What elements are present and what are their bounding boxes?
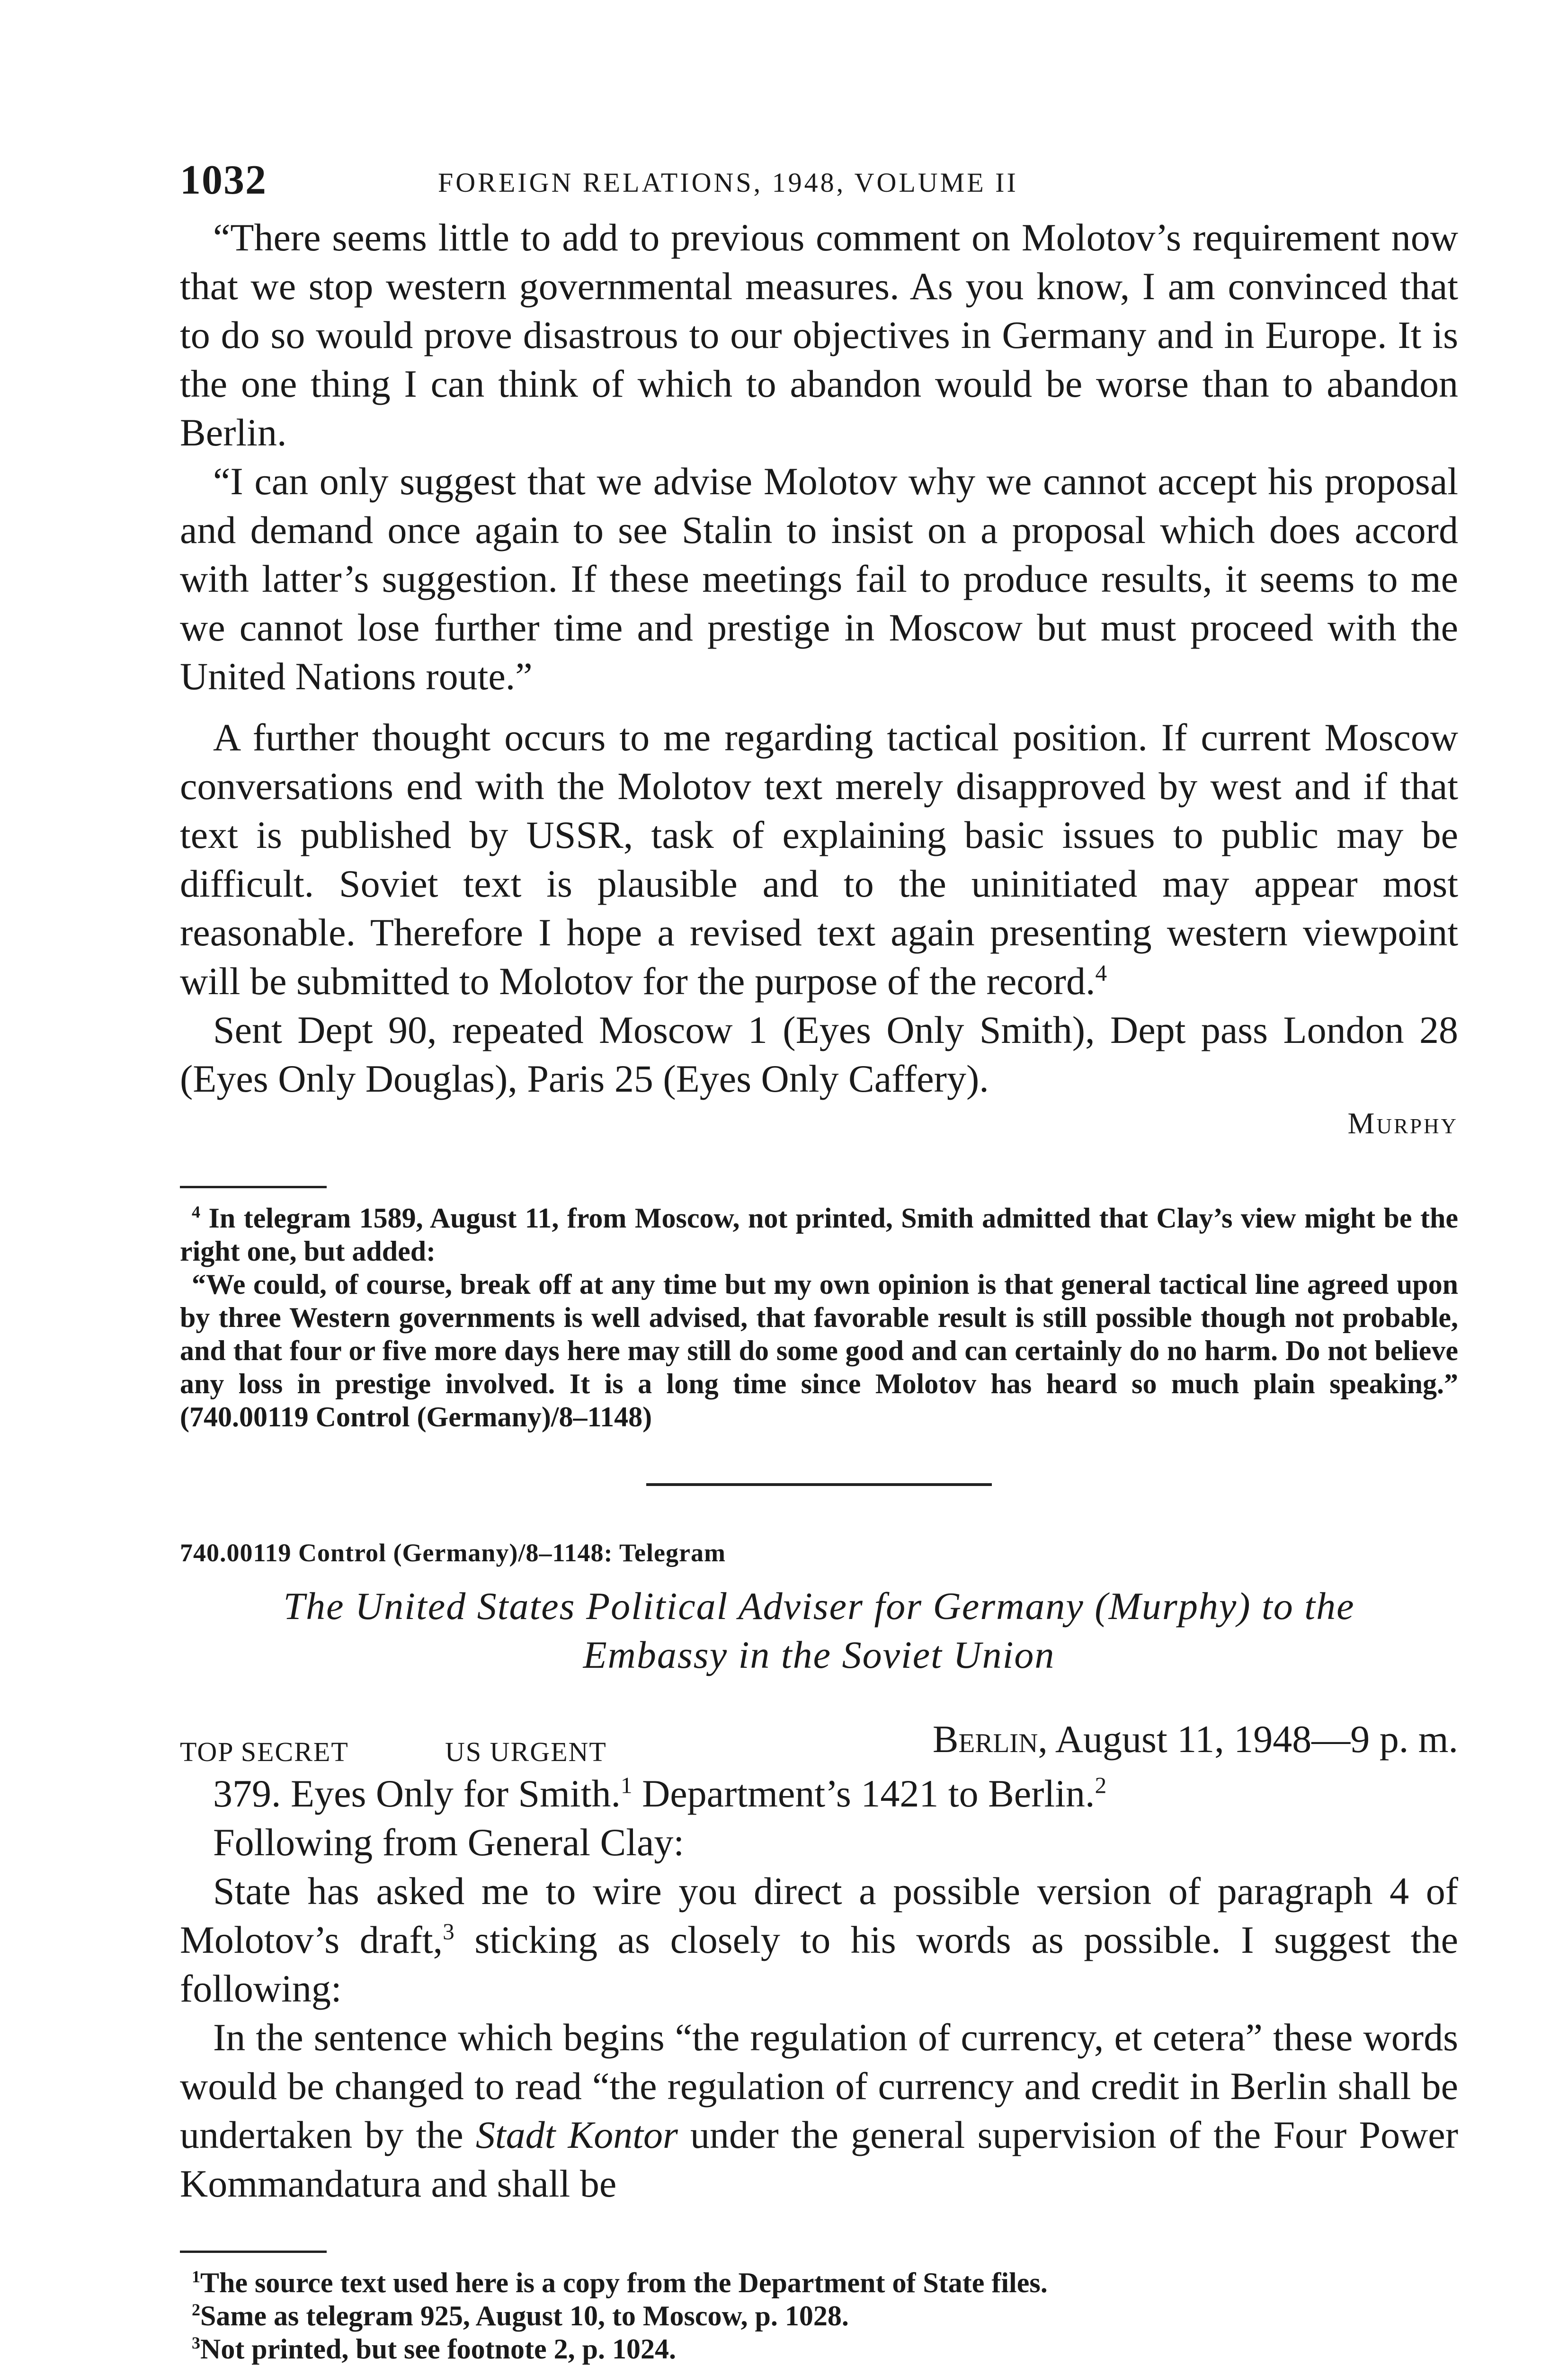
footnote-rule (180, 1186, 327, 1188)
footnote-ref-3: 3 (443, 1918, 454, 1945)
doc2-p3-text-b: sticking as closely to his words as possible. I suggest the following: (180, 1918, 1458, 2010)
footnote-4-marker: 4 (192, 1202, 200, 1221)
precedence: US URGENT (445, 1736, 607, 1767)
footnote-ref-2: 2 (1095, 1772, 1107, 1798)
file-reference: 740.00119 Control (Germany)/8–1148: Telegram (180, 1539, 726, 1567)
doc1-paragraph-4: Sent Dept 90, repeated Moscow 1 (Eyes Only Smith), Dept pass London 28 (Eyes Only Douglas), Paris 25 (Eyes Only Caffery). (180, 1008, 1458, 1100)
document-title-line-1: The United States Political Adviser for Germany (Murphy) to the (283, 1584, 1355, 1628)
doc2-p4-text-b: under the general supervision of the Four Power Kommandatura and shall be (180, 2113, 1459, 2205)
footnote-2-marker: 2 (192, 2300, 200, 2319)
doc2-p1-text-b: Department’s 1421 to Berlin. (632, 1772, 1095, 1815)
footnote-3-text: Not printed, but see footnote 2, p. 1024. (200, 2333, 676, 2365)
place-date (933, 1717, 1458, 1762)
doc2-paragraph-4 (180, 2013, 1458, 2208)
doc1-paragraph-2: “I can only suggest that we advise Molotov why we cannot accept his proposal and demand once again to see Stalin to insist on a proposal which does accord with latter’s suggestion. If these meetings fail to produce results, it seems to me we cannot lose further time and prestige in Moscow but must proceed with the United Nations route.” (180, 460, 1458, 698)
doc1-paragraph-3 (180, 713, 1458, 1006)
place: Berlin (932, 1717, 1038, 1761)
bottom-footnote-rule (180, 2251, 327, 2253)
footnote-2 (180, 2299, 1458, 2332)
section-divider (646, 1483, 992, 1486)
document-title-line-2: Embassy in the Soviet Union (583, 1633, 1055, 1676)
doc2-p4-text-a: In the sentence which begins “the regulation of currency, et cetera” these words would be changed to read “the regulation of currency and credit in Berlin shall be undertaken by the (180, 2016, 1458, 2156)
signature: Murphy (1347, 1106, 1458, 1140)
doc1-paragraph-1: “There seems little to add to previous comment on Molotov’s requirement now that we stop western governmental measures. As you know, I am convinced that to do so would prove disastrous to our objectives in Germany and in Europe. It is the one thing I can think of which to abandon would be worse than to abandon Berlin. (180, 216, 1458, 454)
footnote-ref-4: 4 (1095, 960, 1107, 986)
footnote-3 (180, 2332, 1458, 2366)
stadt-kontor: Stadt Kontor (475, 2113, 678, 2156)
doc2-p1-text-a: 379. Eyes Only for Smith. (213, 1772, 621, 1815)
footnote-4-text: In telegram 1589, August 11, from Moscow, not printed, Smith admitted that Clay’s view might be the right one, but added: (180, 1202, 1459, 1267)
footnote-1-marker: 1 (192, 2267, 200, 2286)
doc2-p3-text-a: State has asked me to wire you direct a possible version of paragraph 4 of Molotov’s draft, (180, 1869, 1458, 1961)
doc2-paragraph-3 (180, 1867, 1458, 2013)
footnote-2-text: Same as telegram 925, August 10, to Moscow, p. 1028. (200, 2300, 849, 2331)
page-header (180, 156, 1458, 213)
document-title (180, 1582, 1458, 1679)
page-number: 1032 (180, 157, 267, 203)
doc2-paragraph-1 (180, 1769, 1458, 1818)
footnote-ref-1: 1 (620, 1772, 633, 1798)
footnote-4-quote: “We could, of course, break off at any time but my own opinion is that general tactical line agreed upon by three Western governments is well advised, that favorable result is still possible though not probable, and that four or five more days here may still do some good and can certainly do no harm. Do not believe any loss in prestige involved. It is a long time since Molotov has heard so much plain speaking.” (740.00119 Control (Germany)/8–1148) (180, 1269, 1458, 1433)
footnote-4-intro (180, 1201, 1458, 1268)
running-title: FOREIGN RELATIONS, 1948, VOLUME II (438, 167, 1018, 198)
footnote-1-text: The source text used here is a copy from the Department of State files. (200, 2267, 1048, 2298)
date: , August 11, 1948—9 p. m. (1038, 1717, 1458, 1761)
page (180, 156, 1458, 2366)
bottom-footnotes (180, 2251, 1458, 2366)
dateline (180, 1717, 1458, 1769)
classification: TOP SECRET (180, 1736, 349, 1767)
doc1-paragraph-3-text: A further thought occurs to me regarding tactical position. If current Moscow conversations end with the Molotov text merely disapproved by west and if that text is published by USSR, task of explaining basic issues to public may be difficult. Soviet text is plausible and to the uninitiated may appear most reasonable. Therefore I hope a revised text again presenting western viewpoint will be submitted to Molotov for the purpose of the record. (180, 716, 1458, 1003)
footnote-1 (180, 2266, 1458, 2299)
footnote-3-marker: 3 (192, 2333, 200, 2352)
doc2-paragraph-2: Following from General Clay: (213, 1821, 685, 1864)
